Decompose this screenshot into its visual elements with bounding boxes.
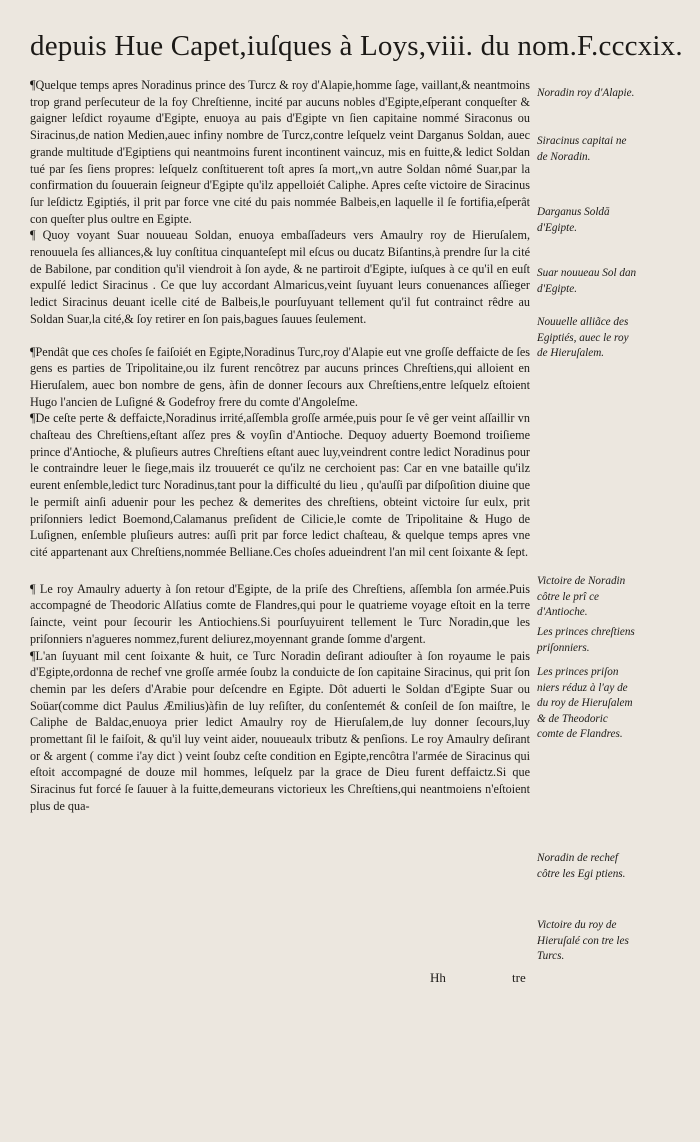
paragraph-noradinus-egypt: ¶Quelque temps apres Noradinus prince des Turcz & roy d'Alapie,homme ſage, vaillant,& neantmoins trop grand perſecuteur de la foy Chreſtienne, incité par aucuns nobles d'Egipte,eſperant conqueſter & gaigner leſdict royaume d'Egipte, enuoya au pais d'Egipte vn ſien capitaine nommé Siraconus ou Siracinus,de nation Medien,auec infiny nombre de Turcz,contre leſquelz veint Darganus Soldan, auec grande multitude d'Egiptiens qui neantmoins furent incontinent vaincuz, mis en fuitte,& ledict Soldan tué par ſes ſiens propres: leſquelz conſtituerent toſt apres ſa mort,,vn autre Soldan nômé Suar,par la confirmation du ſouuerain ſeigneur d'Egipte qu'ilz appelloiét Caliphe. Apres ceſte victoire de Siracinus ſur leſdictz Egiptiés, il prit par force vne cité du pais nommée Balbeis,en laquelle il ſe fortifia,eſperât con queſter plus oultre en Egipte. bbox=[30, 78, 530, 226]
paragraph-1168-campaign: ¶L'an ſuyuant mil cent ſoixante & huit, ce Turc Noradin deſirant adiouſter à ſon royaume le pais d'Egipte,ordonna de rechef vne groſſe armée ſoubz la conduicte de ſon capitaine Siracinus, qui prit ſon chemin par les deſers d'Arabie pour deſcendre en Egipte. Dôt aduerti le Soldan d'Egipte Suar ou Soüar(comme dict Paulus Æmilius)àfin de luy reſiſter, du conſentemét & conſeil de ſon maiſtre, le Caliphe de Baldac,enuoya prier ledict Amaulry roy de Hieruſalem,de luy donner ſecours,luy promettant ſil le faiſoit, & qu'il luy veint aider, nouueaulx tributz & penſions. Le roy Amaulry deſirant or & argent ( comme i'ay dict ) veint ſoubz ceſte condition en Egipte,rencôtra l'armée de Siracinus qui eſtoit accompagné de douze mil hommes, leſquelz par la grace de Dieu furent deffaictz.Si que Siracinus fut forcé ſe ſauuer à la fuitte,demeurans victorieux les Chreſtiens,qui neantmoiens n'eſtoient plus de qua- bbox=[30, 648, 530, 813]
margin-note-prisoners: Les princes chreſtiens priſonniers. bbox=[537, 626, 635, 654]
paragraph-tripolitaine-defeat: ¶Pendât que ces choſes ſe faiſoiét en Egipte,Noradinus Turc,roy d'Alapie eut vne groſſe deffaicte de ſes gens es parties de Tripolitaine,ou ilz furent rencôtrez par aucuns princes Chreſtiens,qui alloient en Hieruſalem, auec bon nombre de gens, àfin de donner ſecours aux Chreſtiens,entre leſquelz eſtoient Hugo l'ancien de Luſigné & Godefroy frere du comte d'Angoleſme. bbox=[30, 344, 530, 409]
margin-note-alliance: Nouuelle alliãce des Egiptiés, auec le roy de Hieruſalem. bbox=[537, 316, 629, 359]
paragraph-antioch-battle: ¶De ceſte perte & deffaicte,Noradinus irrité,aſſembla groſſe armée,puis pour ſe vê ger veint aſſaillir vn chaſteau des Chreſtiens,eſtant aſſez pres & voyſin d'Antioche. Dequoy aduerty Boemond troiſieme prince d'Antioche, & pluſieurs autres Chreſtiens eſtant auec luy,veindrent contre ledict Noradinus pour le contraindre leuer le ſiege,mais ilz trouuerét ce qu'ilz ne cerchoient pas: Car en vne bataille qu'ilz eurent enſemble,ledict turc Noradinus,tant pour la difficulté du lieu , qu'auſſi par diſpoſition diuine que le permiſt ainſi aduenir pour les pechez & demerites des chreſtiens, obteint victoire ſur eulx, prit priſonniers ledict Boemond,Calamanus preſident de Cilicie,le comte de Tripolitaine & Hugo de Luſignen, enſemble pluſieurs autres: auſſi prit par force ledict chaſteau, & quelque temps apres vne cité appartenant aux Chreſtiens,nommée Belliane.Ces choſes adueindrent l'an mil cent ſoixante & ſept. bbox=[30, 411, 530, 559]
margin-note-darganus: Darganus Soldā d'Egipte. bbox=[537, 206, 610, 234]
running-header: depuis Hue Capet,iuſques à Loys,viii. du nom.F.cccxix. bbox=[30, 30, 683, 62]
paragraph-suar-alliance: ¶ Quoy voyant Suar nouueau Soldan, enuoya embaſſadeurs vers Amaulry roy de Hieruſalem, renouuela ſes alliances,& luy conſtitua cinquanteſept mil eſcus ou ducatz Biſantins,à prendre ſur la cité de Babilone, par condition qu'il viendroit à ſon ayde, & ne partiroit d'Egipte, iuſques à ce qu'il en euſt expulſé ledict Siracinus . Ce que luy accordant Almaricus,veint ſuyuant leurs conuenances aſſieger ledict Siracinus deuant icelle cité de Balbeis,le pourſuyuant tellement qu'il fut contrainct rêdre au Soldan Suar,la cité,& ſoy retirer en ſon pais,bagues ſauues ſeulement. bbox=[30, 228, 530, 326]
margin-note-noradin: Noradin roy d'Alapie. bbox=[537, 87, 635, 99]
margin-note-siracinus: Siracinus capitai ne de Noradin. bbox=[537, 135, 627, 163]
margin-note-prisoners-released: Les princes priſon niers réduz à l'ay de du roy de Hieruſalem & de Theodoric comte de Flandres. bbox=[537, 666, 633, 740]
main-text-column bbox=[30, 77, 530, 815]
signature-mark: Hh bbox=[430, 970, 446, 985]
margin-note-noradin-again: Noradin de rechef côtre les Egi ptiens. bbox=[537, 852, 626, 880]
catchword: tre bbox=[512, 970, 526, 985]
margin-note-antioch-victory: Victoire de Noradin côtre le prî ce d'Antioche. bbox=[537, 575, 626, 618]
paragraph-amaulry-return: ¶ Le roy Amaulry aduerty à ſon retour d'Egipte, de la priſe des Chreſtiens, aſſembla ſon armée.Puis accompagné de Theodoric Alſatius comte de Flandres,qui pour le quatrieme voyage eſtoit en la terre ſaincte, veint pour ſecourir les Antiochiens.Si pourſuyuirent tellement le Turc Noradin,que les priſonniers n'agueres nommez,furent deliurez,moyennant grande ſomme d'argent. bbox=[30, 581, 530, 646]
margin-note-suar: Suar nouueau Sol dan d'Egipte. bbox=[537, 267, 637, 295]
margin-note-jerusalem-victory: Victoire du roy de Hieruſalé con tre les Turcs. bbox=[537, 919, 629, 962]
